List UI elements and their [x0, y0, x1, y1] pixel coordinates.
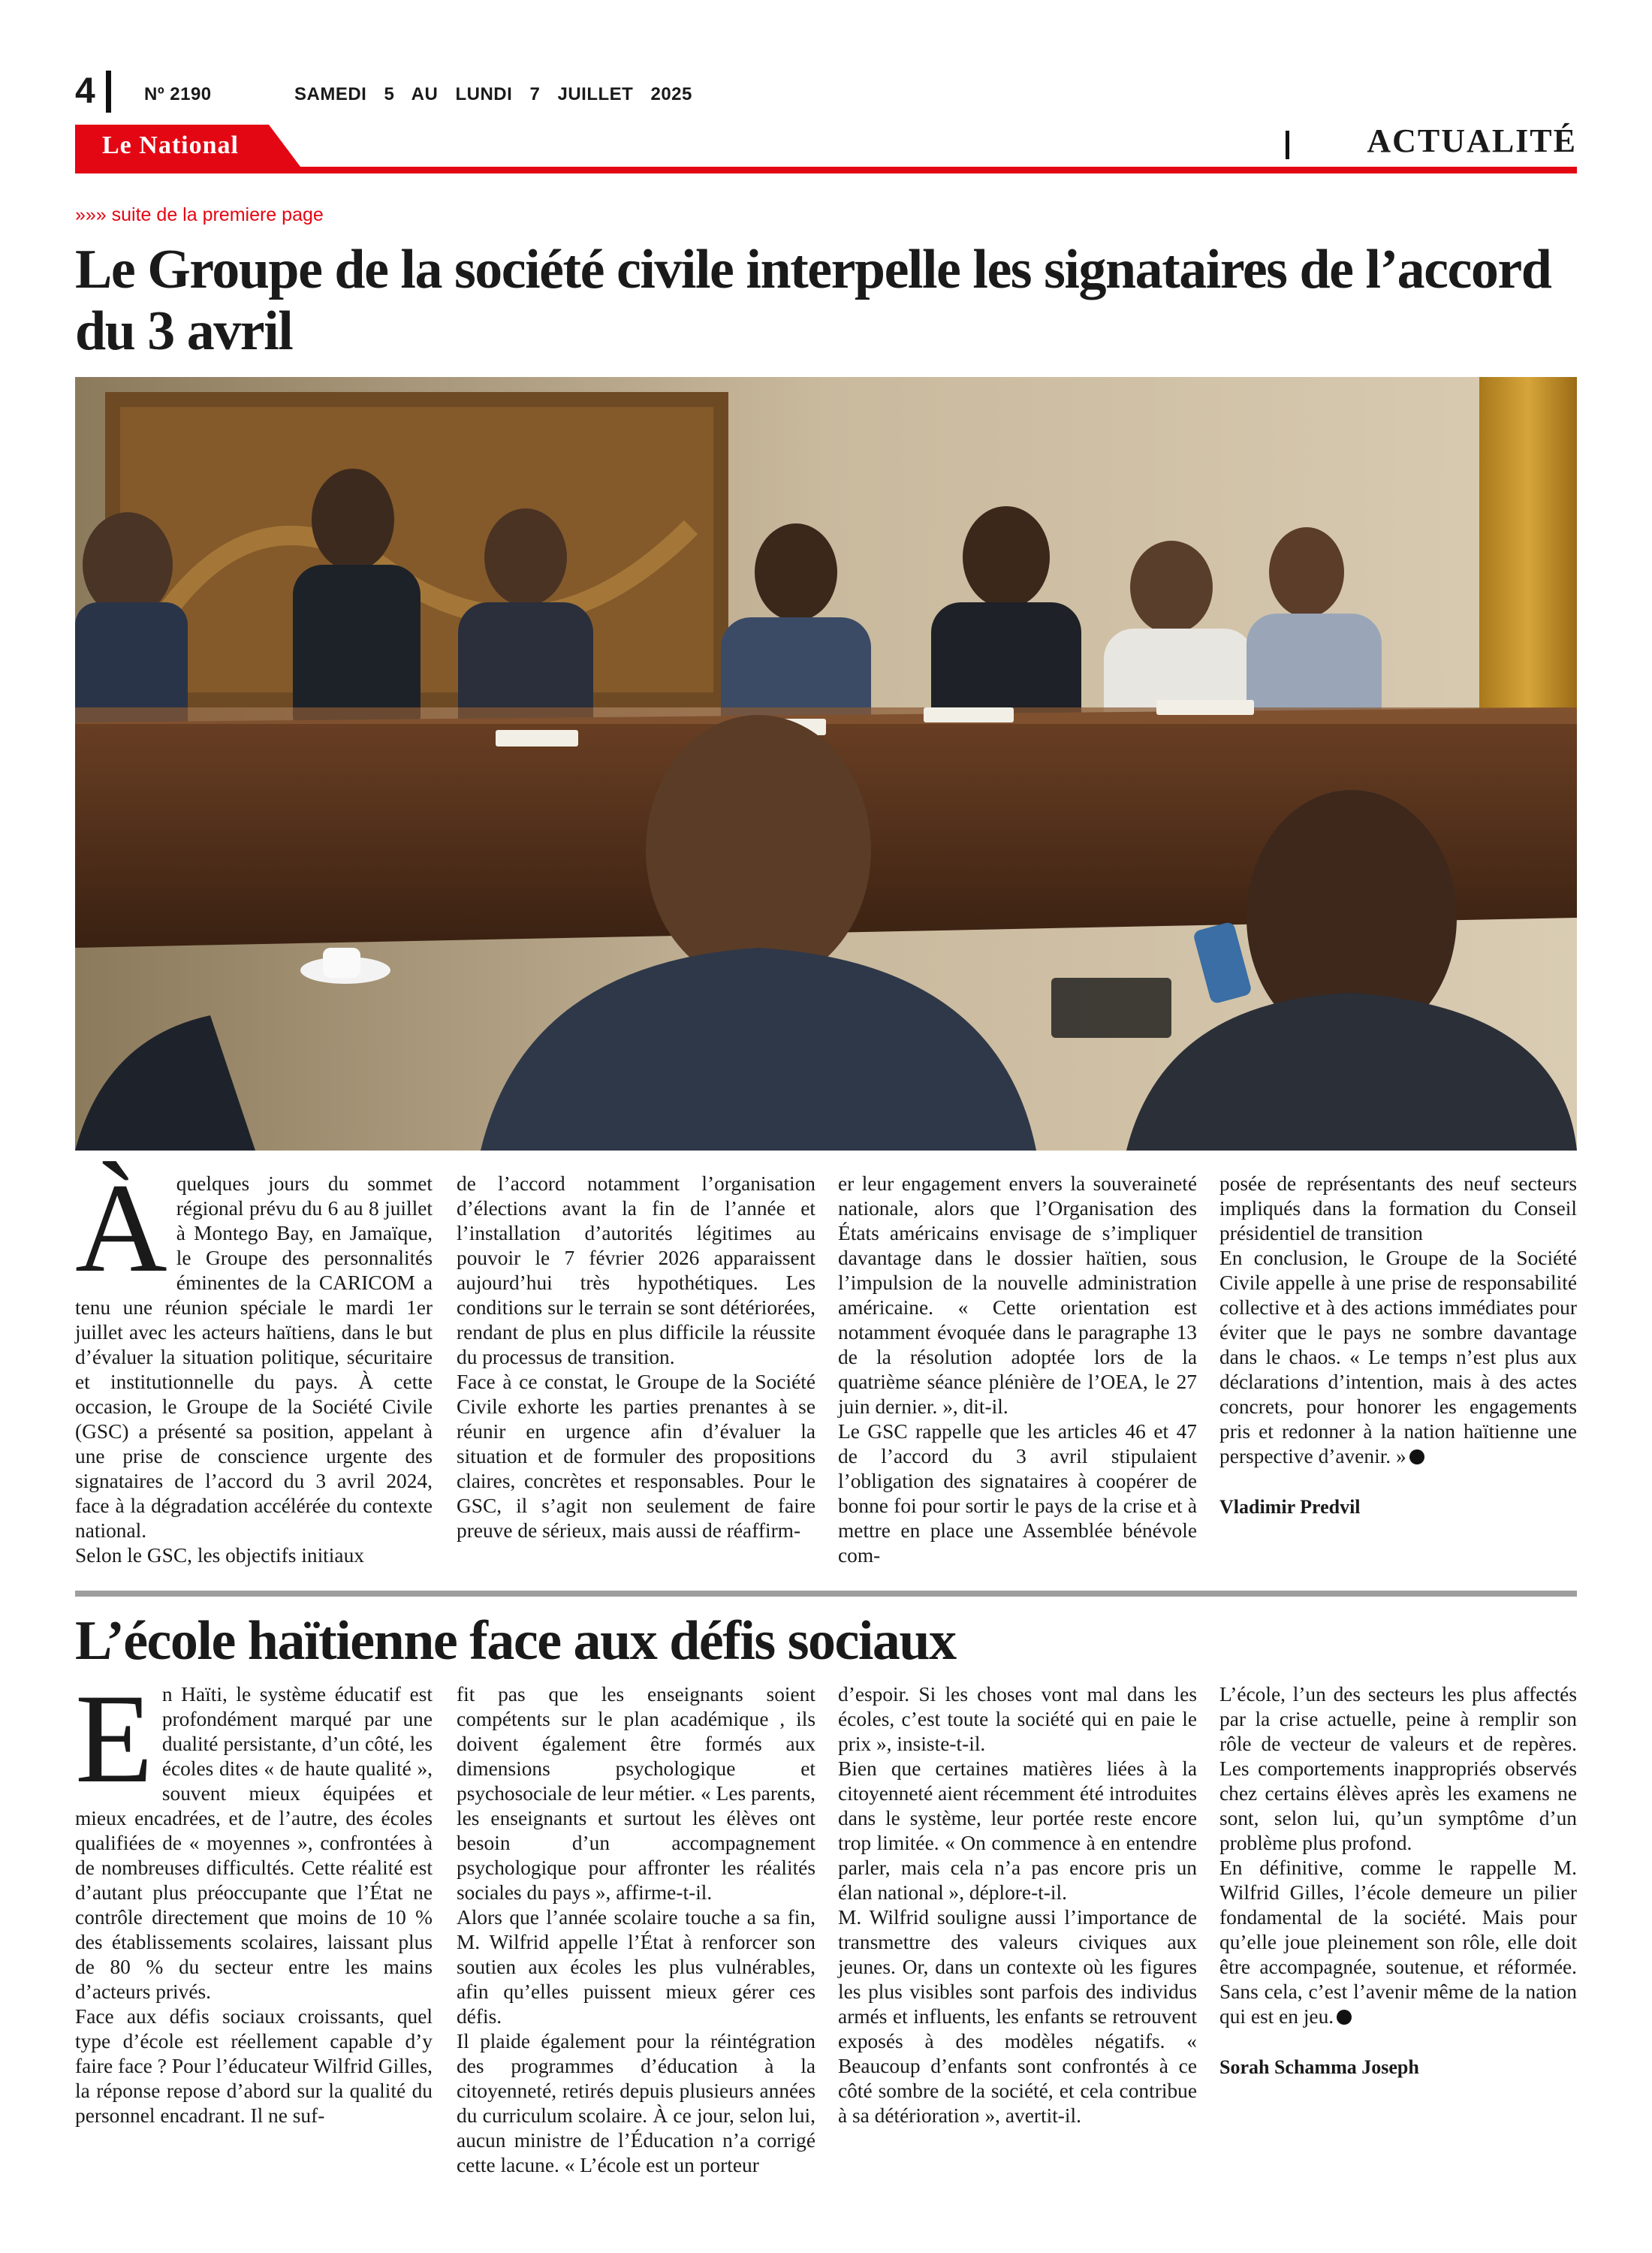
article2-column-3 — [838, 1682, 1197, 2128]
header-rule — [75, 167, 1577, 173]
article1-paragraph: posée de représentants des neuf secteurs impliqués dans la formation du Conseil présidentiel de transition — [1219, 1172, 1577, 1244]
article2-column-2 — [457, 1682, 815, 2178]
issue-number: Nº 2190 — [144, 84, 212, 104]
article2-column-1 — [75, 1668, 433, 2128]
article2-paragraph: L’école, l’un des secteurs les plus affectés par la crise actuelle, peine à remplir son rôle de vecteur de valeurs et de repères. Les comportements inappropriés observés chez certains élèves après les examens ne sont, selon lui, qu’un symptôme d’un problème plus profond. — [1219, 1683, 1577, 1854]
article1-paragraph: Selon le GSC, les objectifs initiaux — [75, 1544, 364, 1567]
meeting-photo — [75, 377, 1577, 1151]
article1-headline: Le Groupe de la société civile interpelle les signataires de l’accord du 3 avril — [75, 239, 1551, 362]
article2-paragraph: Il plaide également pour la réintégration des programmes d’éducation à la citoyenneté, retirés depuis plusieurs années du curriculum scolaire. À ce jour, selon lui, aucun ministre de l’Éducation n’a corrigé cette lacune. « L’école est un porteur — [457, 2030, 815, 2176]
issue-date: SAMEDI 5 AU LUNDI 7 JUILLET 2025 — [294, 84, 692, 104]
page-number-divider — [106, 71, 111, 113]
article1-paragraph: En conclusion, le Groupe de la Société Civile appelle à une prise de responsabilité collective et à des actions immédiates pour éviter que le pays ne sombre davantage dans le chaos. « Le temps n’est plus aux déclarations d’intention, mais à des actes concrets, pour honorer les engagements pris et redonner à la nation haïtienne une perspective d’avenir. » — [1219, 1247, 1577, 1467]
article2-paragraph: n Haïti, le système éducatif est profondément marqué par une dualité persistante, d’un côté, les écoles dites « de haute qualité », souvent mieux équipées et mieux encadrées, et de l’autre, des écoles qualifiées de « moyennes », confrontées à de nombreuses difficultés. Cette réalité est d’autant plus préoccupante que l’État ne contrôle directement que moins de 10 % des établissements scolaires, laissant plus de 80 % du secteur entre les mains d’acteurs privés. — [75, 1683, 433, 2003]
article-separator — [75, 1591, 1577, 1597]
article1-paragraph: de l’accord notamment l’organisation d’élections avant la fin de l’année et l’installation d’autorités légitimes au pouvoir le 7 février 2026 apparaissent aujourd’hui très hypothétiques. Les conditions sur le terrain se sont détériorées, rendant de plus en plus difficile la réussite du processus de transition. — [457, 1172, 815, 1368]
section-divider — [1286, 131, 1289, 159]
brand-name: Le National — [102, 131, 239, 159]
page-number: 4 — [75, 71, 95, 111]
article2-paragraph: fit pas que les enseignants soient compétents sur le plan académique , ils doivent également être formés aux dimensions psychologique et psychosociale de leur métier. « Les parents, les enseignants et surtout les élèves ont besoin d’un accompagnement psychologique pour affronter les réalités sociales du pays », affirme-t-il. — [457, 1683, 815, 1904]
end-mark-icon — [1337, 2010, 1352, 2025]
article1-column-2 — [457, 1172, 815, 1543]
article2-column-4 — [1219, 1682, 1577, 2080]
article2-headline: L’école haïtienne face aux défis sociaux — [75, 1610, 956, 1672]
article2-paragraph: Face aux défis sociaux croissants, quel type d’école est réellement capable d’y faire face ? Pour l’éducateur Wilfrid Gilles, la réponse repose d’abord sur la qualité du personnel encadrant. Il ne suf- — [75, 2005, 433, 2127]
continuation-kicker: »»» suite de la premiere page — [75, 204, 324, 225]
article2-byline: Sorah Schamma Joseph — [1219, 2056, 1419, 2078]
article1-paragraph: Face à ce constat, le Groupe de la Société Civile exhorte les parties prenantes à se réunir en urgence afin d’évaluer la situation et de formuler des propositions claires, concrètes et responsables. Pour le GSC, il s’agit non seulement de faire preuve de sérieux, mais aussi de réaffirm- — [457, 1371, 815, 1542]
article1-column-3 — [838, 1172, 1197, 1568]
article1-paragraph: quelques jours du sommet régional prévu du 6 au 8 juillet à Montego Bay, en Jamaïque, le Groupe des personnalités éminentes de la CARICOM a tenu une réunion spéciale le mardi 1er juillet avec les acteurs haïtiens, dans le but d’évaluer la situation politique, sécuritaire et institutionnelle du pays. À cette occasion, le Groupe de la Société Civile (GSC) a présenté sa position, appelant à une prise de conscience urgente des signataires de l’accord du 3 avril 2024, face à la dégradation accélérée du contexte national. — [75, 1172, 433, 1542]
article2-paragraph: En définitive, comme le rappelle M. Wilfrid Gilles, l’école demeure un pilier fondamental de la société. Mais pour qu’elle joue pleinement son rôle, elle doit être accompagnée, soutenue, et réformée. Sans cela, c’est l’avenir même de la nation qui est en jeu. — [1219, 1856, 1577, 2028]
article2-paragraph: Bien que certaines matières liées à la citoyenneté aient récemment été introduites dans le système, leur portée reste encore trop limitée. « On commence à en entendre parler, mais cela n’a pas encore pris un élan national », déplore-t-il. — [838, 1757, 1197, 1904]
article2-paragraph: Alors que l’année scolaire touche a sa fin, M. Wilfrid appelle l’État à renforcer son soutien aux écoles les plus vulnérables, afin qu’elles puissent mieux gérer ces défis. — [457, 1906, 815, 2028]
article1-byline: Vladimir Predvil — [1219, 1496, 1361, 1518]
article1-paragraph: er leur engagement envers la souveraineté nationale, alors que l’Organisation des États américains envisage de s’impliquer davantage dans le dossier haïtien, sous l’impulsion de la nouvelle administration américaine. « Cette orientation est notamment évoquée dans le paragraphe 13 de la résolution adoptée lors de la quatrième séance plénière de l’OEA, le 27 juin dernier. », dit-il. — [838, 1172, 1197, 1418]
article1-column-4 — [1219, 1172, 1577, 1519]
article2-paragraph: M. Wilfrid souligne aussi l’importance de transmettre des valeurs civiques aux jeunes. Or, dans un contexte où les figures les plus visibles sont parfois des individus armés et influents, les enfants se retrouvent exposés à des modèles négatifs. « Beaucoup d’enfants sont confrontés à ce côté sombre de la société, et cela contribue à sa détérioration », avertit-il. — [838, 1906, 1197, 2127]
article1-paragraph: Le GSC rappelle que les articles 46 et 47 de l’accord du 3 avril stipulaient l’obligation des signataires à coopérer de bonne foi pour sortir le pays de la crise et à mettre en place une Assemblée bénévole com- — [838, 1420, 1197, 1567]
article1-dropcap: À — [75, 1157, 167, 1298]
article2-dropcap: E — [75, 1668, 153, 1809]
section-label: ACTUALITÉ — [1367, 122, 1577, 159]
article1-column-1 — [75, 1157, 433, 1568]
end-mark-icon — [1409, 1449, 1424, 1464]
article2-paragraph: d’espoir. Si les choses vont mal dans les écoles, c’est toute la société qui en paie le prix », insiste-t-il. — [838, 1683, 1197, 1755]
